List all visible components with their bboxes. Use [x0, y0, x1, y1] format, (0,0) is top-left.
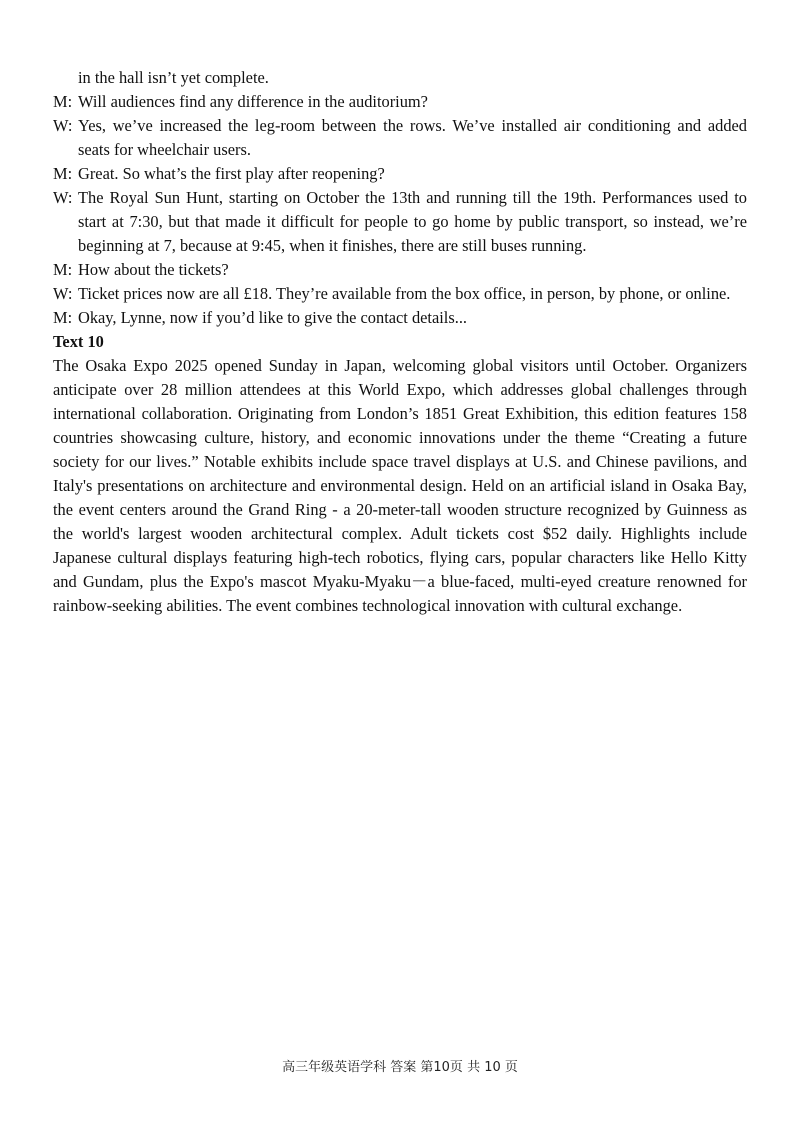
- page-footer: 高三年级英语学科 答案 第10页 共 10 页: [282, 1060, 518, 1075]
- passage-paragraph: The Osaka Expo 2025 opened Sunday in Japan, welcoming global visitors until October. Organizers anticipate over 28 million attendees at this World Expo, which addresses global challenges through international collaboration. Originating from London’s 1851 Great Exhibition, this edition features 158 countries showcasing culture, history, and economic innovations under the theme “Creating a future society for our lives.” Notable exhibits include space travel displays at U.S. and Chinese pavilions, and Italy's presentations on architecture and environmental design. Held on an artificial island in Osaka Bay, the event centers around the Grand Ring - a 20-meter-tall wooden structure recognized by Guinness as the world's largest wooden architectural complex. Adult tickets cost $52 daily. Highlights include Japanese cultural displays featuring high-tech robotics, flying cars, popular characters like Hello Kitty and Gundam, plus the Expo's mascot Myaku-Myaku－a blue-faced, multi-eyed creature renowned for rainbow-seeking abilities. The event combines technological innovation with cultural exchange.: [53, 356, 747, 615]
- dialogue-text: Yes, we’ve increased the leg-room between the rows. We’ve installed air conditioning and added seats for wheelchair users.: [78, 116, 747, 159]
- section-heading: Text 10: [53, 332, 104, 351]
- dialogue-line: [53, 258, 747, 282]
- dialogue-text: How about the tickets?: [78, 260, 229, 279]
- dialogue-line: [53, 114, 747, 162]
- dialogue-text: Ticket prices now are all £18. They’re available from the box office, in person, by phone, or online.: [78, 284, 731, 303]
- dialogue-line: [53, 90, 747, 114]
- dialogue-line: [53, 186, 747, 258]
- speaker-label: W:: [53, 284, 73, 303]
- speaker-label: W:: [53, 116, 73, 135]
- dialogue-line: [53, 306, 747, 330]
- speaker-label: M:: [53, 92, 73, 111]
- dialogue-line: [53, 282, 747, 306]
- speaker-label: W:: [53, 188, 73, 207]
- dialogue-text: Will audiences find any difference in the auditorium?: [78, 92, 428, 111]
- dialogue-text: Okay, Lynne, now if you’d like to give the contact details...: [78, 308, 468, 327]
- dialogue-line: [53, 162, 747, 186]
- continued-text-line: [53, 66, 747, 90]
- speaker-label: M:: [53, 260, 73, 279]
- speaker-label: M:: [53, 164, 73, 183]
- dialogue-text: The Royal Sun Hunt, starting on October the 13th and running till the 19th. Performances used to start at 7:30, but that made it difficult for people to go home by public transport, so instead, we’re beginning at 7, because at 9:45, when it finishes, there are still buses running.: [78, 188, 747, 255]
- speaker-label: M:: [53, 308, 73, 327]
- document-body: [53, 66, 747, 618]
- dialogue-text: Great. So what’s the first play after reopening?: [78, 164, 385, 183]
- continued-text: in the hall isn’t yet complete.: [78, 68, 269, 87]
